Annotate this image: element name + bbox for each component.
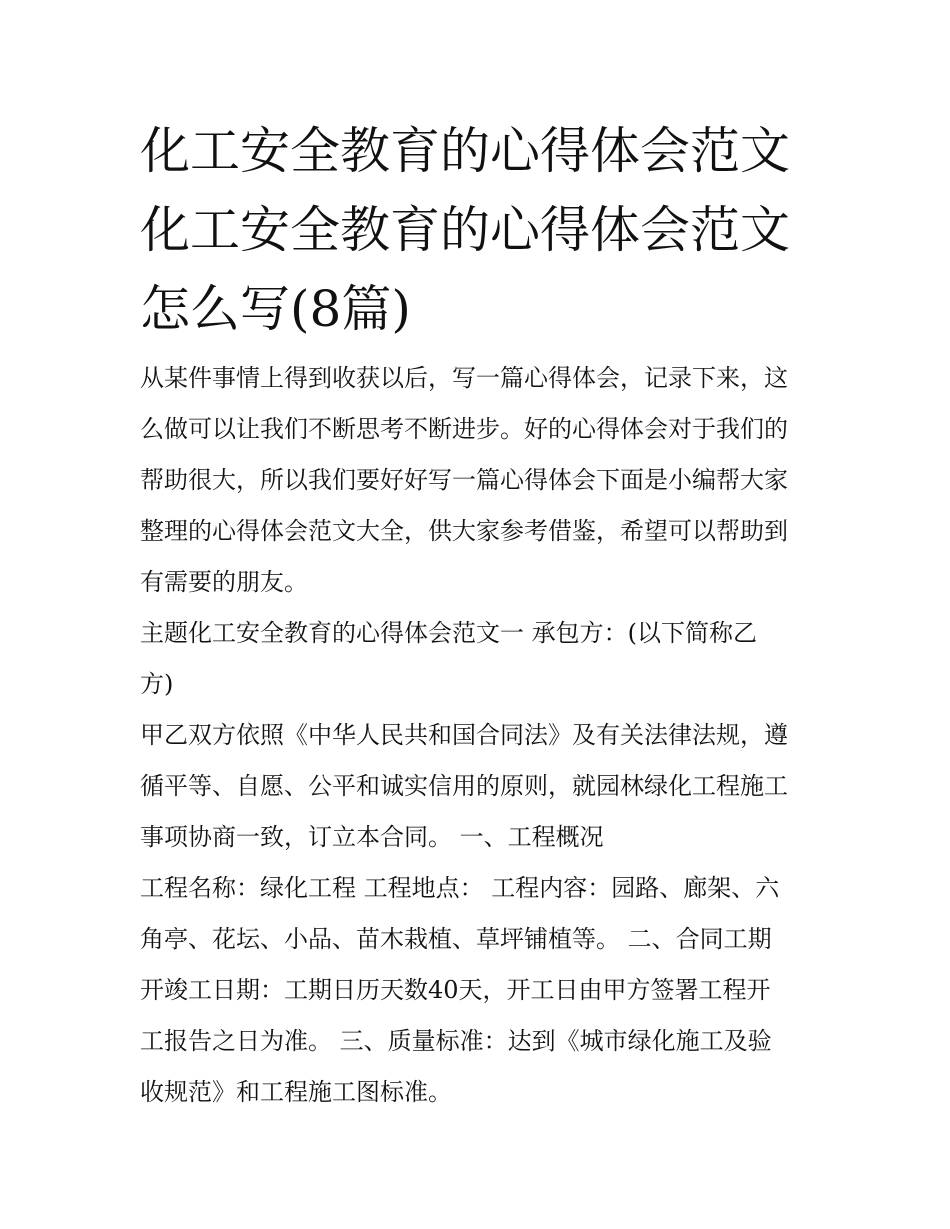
text-line: 整理的心得体会范文大全，供大家参考借鉴，希望可以帮助到 [140,517,788,545]
text-line: 工程名称：绿化工程 工程地点： 工程内容：园路、廊架、六 [140,874,780,902]
text-line: 从某件事情上得到收获以后，写一篇心得体会，记录下来，这 [140,364,788,392]
document-body [140,353,830,1118]
title-line: 怎么写(8篇) [140,280,411,338]
project-details-paragraph [140,863,830,1118]
agreement-paragraph [140,710,830,863]
text-line: 主题化工安全教育的心得体会范文一 承包方：(以下简称乙 [140,619,757,647]
text-line: 有需要的朋友。 [140,568,308,596]
text-line: 角亭、花坛、小品、苗木栽植、草坪铺植等。 二、合同工期 [140,925,772,953]
text-line: 开竣工日期：工期日历天数40天，开工日由甲方签署工程开 [140,976,771,1004]
text-line: 收规范》和工程施工图标准。 [140,1078,452,1106]
text-line: 工报告之日为准。 三、质量标准：达到《城市绿化施工及验 [140,1027,772,1055]
text-line: 方) [140,670,174,698]
title-line: 化工安全教育的心得体会范文 [140,122,790,180]
text-line: 事项协商一致，订立本合同。 一、工程概况 [140,823,604,851]
text-line: 循平等、自愿、公平和诚实信用的原则，就园林绿化工程施工 [140,772,788,800]
contractor-paragraph [140,608,830,710]
text-line: 么做可以让我们不断思考不断进步。好的心得体会对于我们的 [140,415,788,443]
intro-paragraph [140,353,830,608]
text-line: 甲乙双方依照《中华人民共和国合同法》及有关法律法规，遵 [140,721,788,749]
title-line: 化工安全教育的心得体会范文 [140,201,790,259]
text-line: 帮助很大，所以我们要好好写一篇心得体会下面是小编帮大家 [140,466,788,494]
document-title [140,112,830,349]
